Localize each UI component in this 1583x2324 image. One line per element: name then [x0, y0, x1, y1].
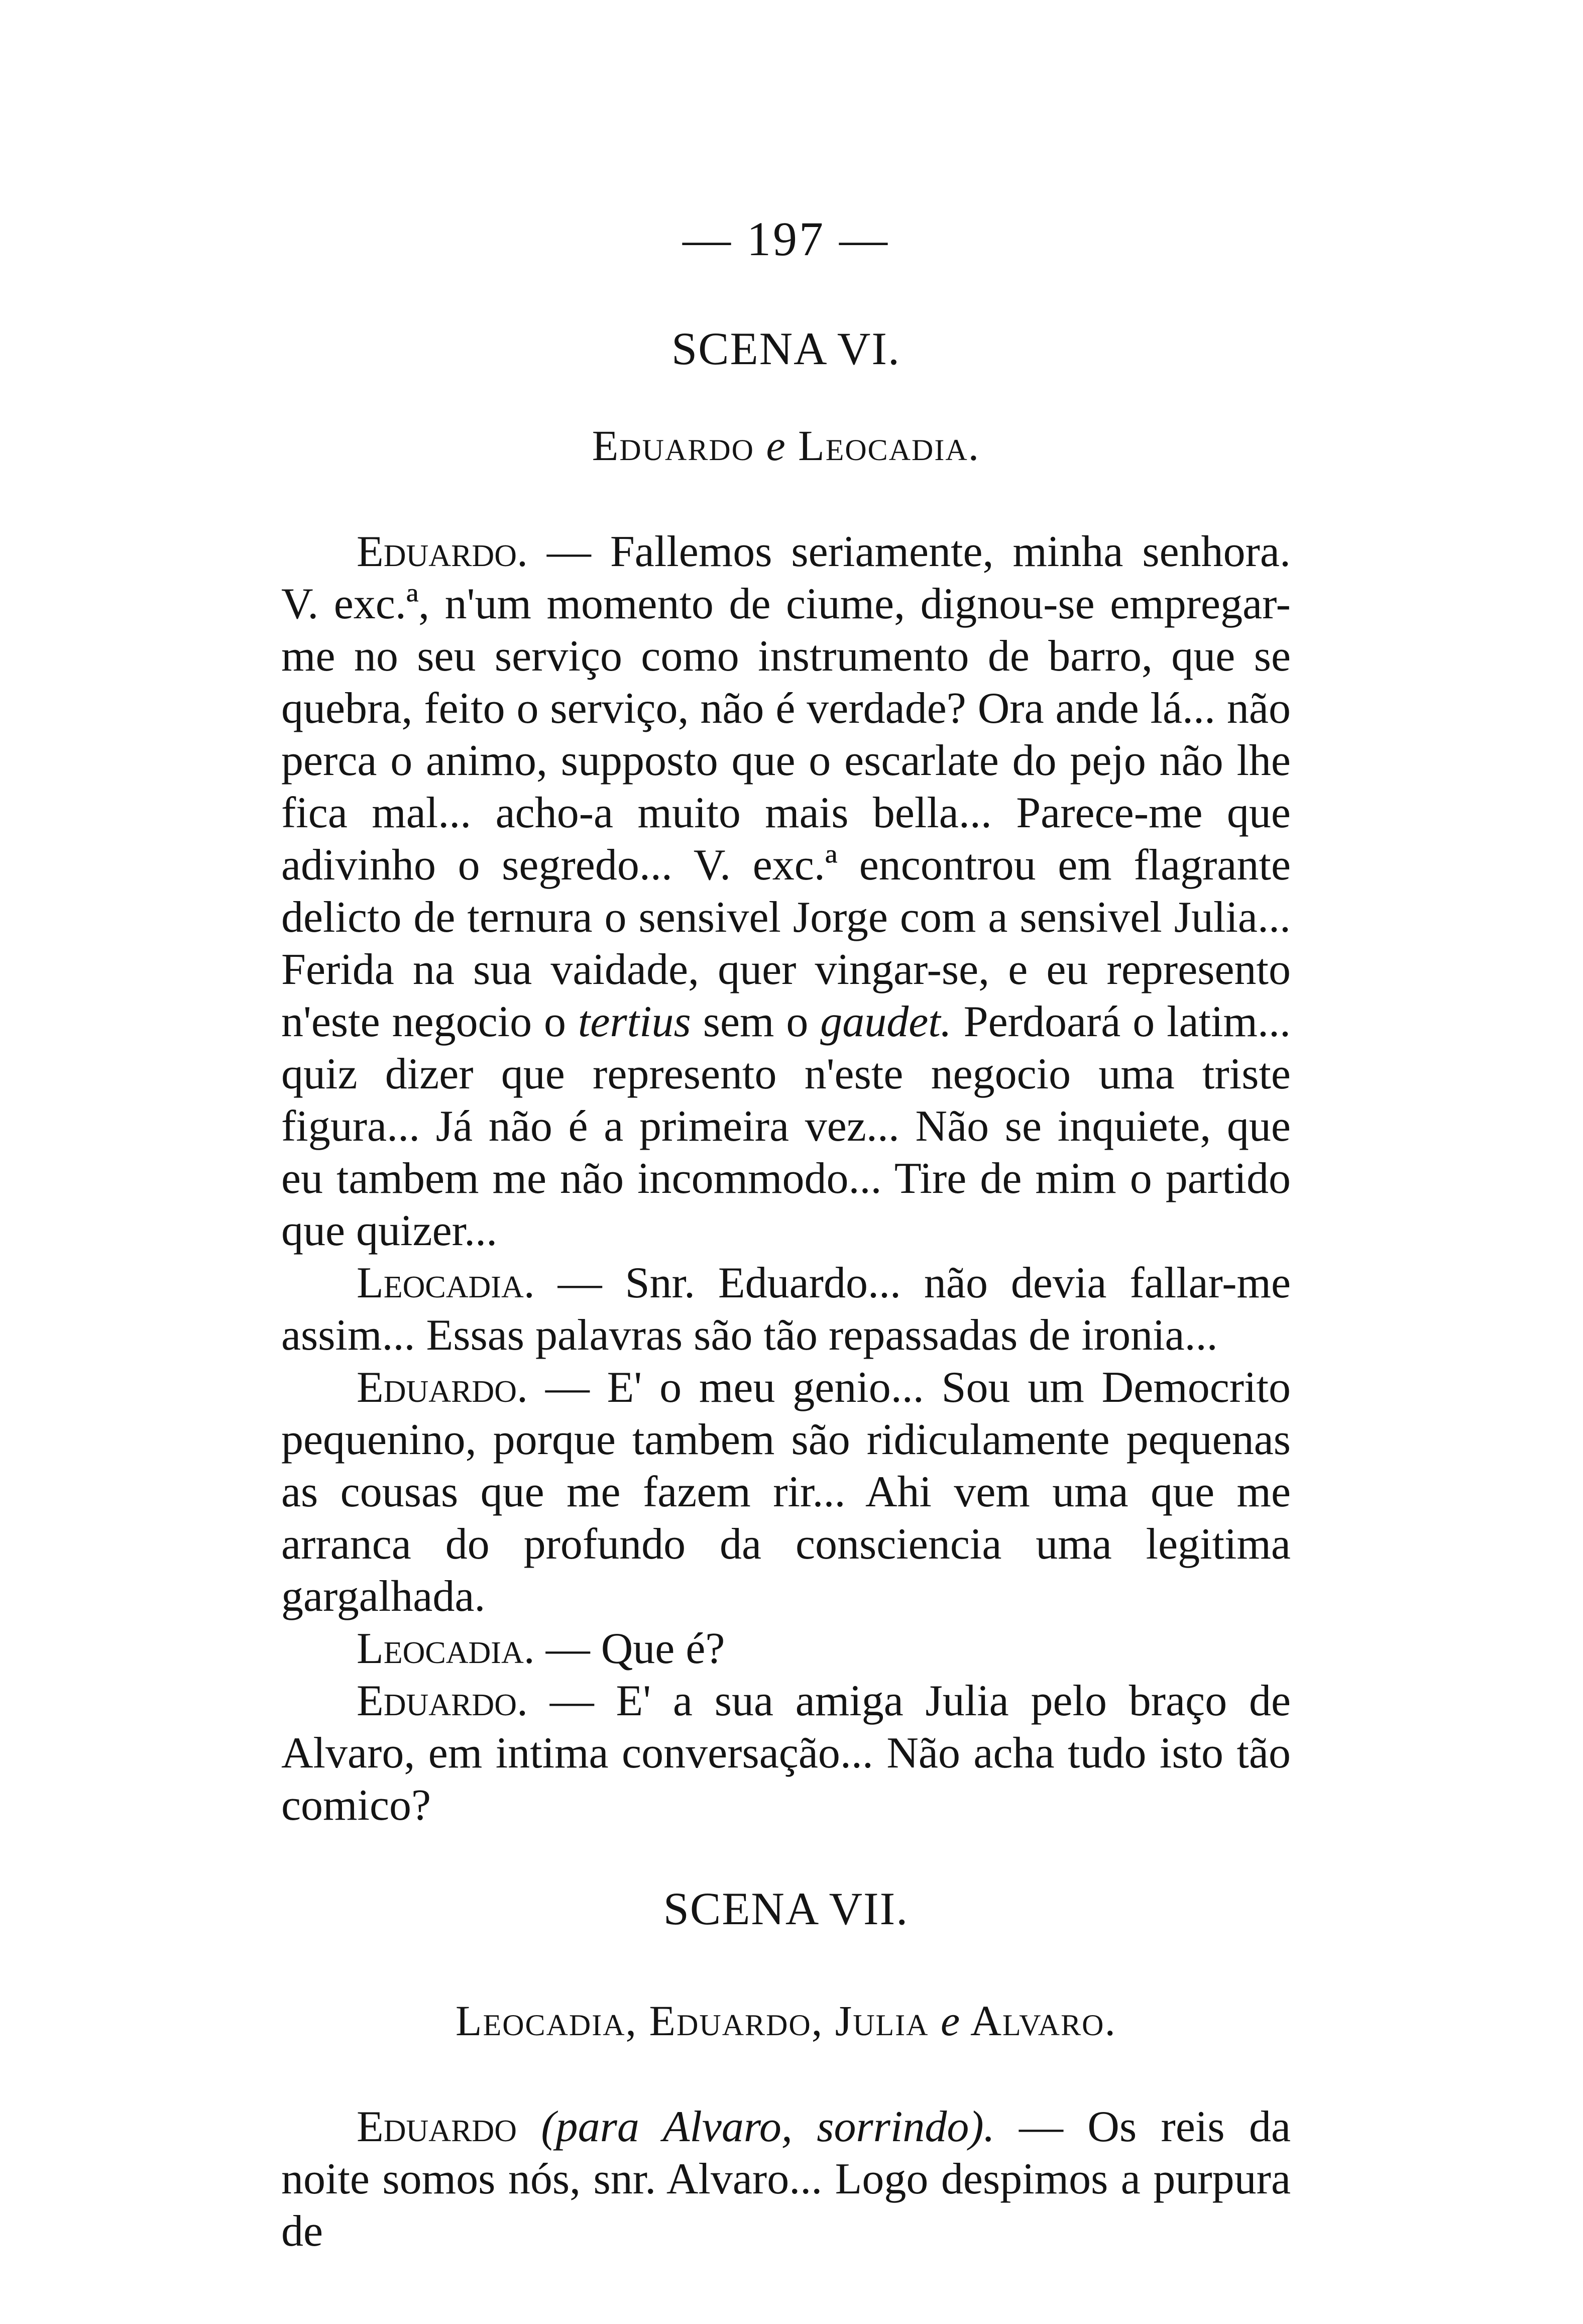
speech-text: Perdoará o latim... quiz dizer que represento n'este negocio uma triste figura... Já não é a primeira vez... Não se inquiete, que eu tambem me não incommodo... Tire de mim o partido que quizer... [281, 998, 1291, 1255]
speaker-name: Leocadia. [357, 1624, 535, 1673]
conjunction: e [941, 1997, 961, 2045]
dialogue-dash: — [534, 1259, 625, 1307]
book-page [281, 211, 1291, 2258]
speech-paragraph [281, 1623, 1291, 1675]
speech-text: E' o meu genio... Sou um Democrito pequenino, porque tambem são ridiculamente pequenas as cousas que me fazem rir... Ahi vem uma que me arranca do profundo da consciencia uma legitima gargalhada. [281, 1363, 1291, 1621]
scene-characters [281, 1996, 1291, 2046]
speaker-name: Eduardo. [357, 1677, 528, 1725]
dialogue-dash: — [994, 2102, 1088, 2151]
speaker-name: Eduardo. [357, 1363, 528, 1412]
speech-text: sem o [691, 998, 821, 1046]
conjunction: e [766, 421, 786, 470]
latin-term: gaudet. [820, 998, 952, 1046]
character-name: Alvaro. [970, 1997, 1116, 2045]
character-names: Leocadia, Eduardo, Julia [456, 1997, 929, 2045]
page-number: — 197 — [683, 212, 889, 266]
stage-direction: (para Alvaro, sorrindo). [541, 2102, 995, 2151]
speech-text: Os reis da noite somos nós, snr. Alvaro... Logo despimos a purpura de [281, 2102, 1291, 2256]
speech-paragraph [281, 1675, 1291, 1832]
speaker-name: Eduardo. [357, 527, 528, 576]
speech-text: Que é? [601, 1624, 725, 1673]
scene-title: SCENA VI. [671, 323, 900, 374]
dialogue-dash: — [527, 1363, 607, 1412]
character-name: Eduardo [592, 421, 754, 470]
dialogue-dash: — [534, 1624, 601, 1673]
speech-paragraph [281, 1257, 1291, 1362]
speaker-name: Eduardo [357, 2102, 517, 2151]
latin-term: tertius [578, 998, 691, 1046]
character-name: Leocadia. [798, 421, 980, 470]
scene-characters [281, 420, 1291, 471]
speech-paragraph [281, 526, 1291, 1257]
speech-text: Fallemos seriamente, minha senhora. V. exc.ª, n'um momento de ciume, dignou-se empregar-me no seu serviço como instrumento de barro, que se quebra, feito o serviço, não é verdade? Ora ande lá... não perca o animo, supposto que o escarlate do pejo não lhe fica mal... acho-a muito mais bella... Parece-me que adivinho o segredo... V. exc.ª encontrou em flagrante delicto de ternura o sensivel Jorge com a sensivel Julia... Ferida na sua vaidade, quer vingar-se, e eu represento n'este negocio o [281, 527, 1291, 1046]
speaker-name: Leocadia. [357, 1259, 535, 1307]
speech-paragraph [281, 2101, 1291, 2258]
speech-paragraph [281, 1362, 1291, 1623]
speech-text: Snr. Eduardo... não devia fallar-me assim... Essas palavras são tão repassadas de ironia... [281, 1259, 1291, 1360]
dialogue-dash: — [527, 1677, 616, 1725]
speech-text: E' a sua amiga Julia pelo braço de Alvaro, em intima conversação... Não acha tudo isto tão comico? [281, 1677, 1291, 1830]
dialogue-dash: — [527, 527, 610, 576]
scene-title: SCENA VII. [663, 1883, 909, 1934]
